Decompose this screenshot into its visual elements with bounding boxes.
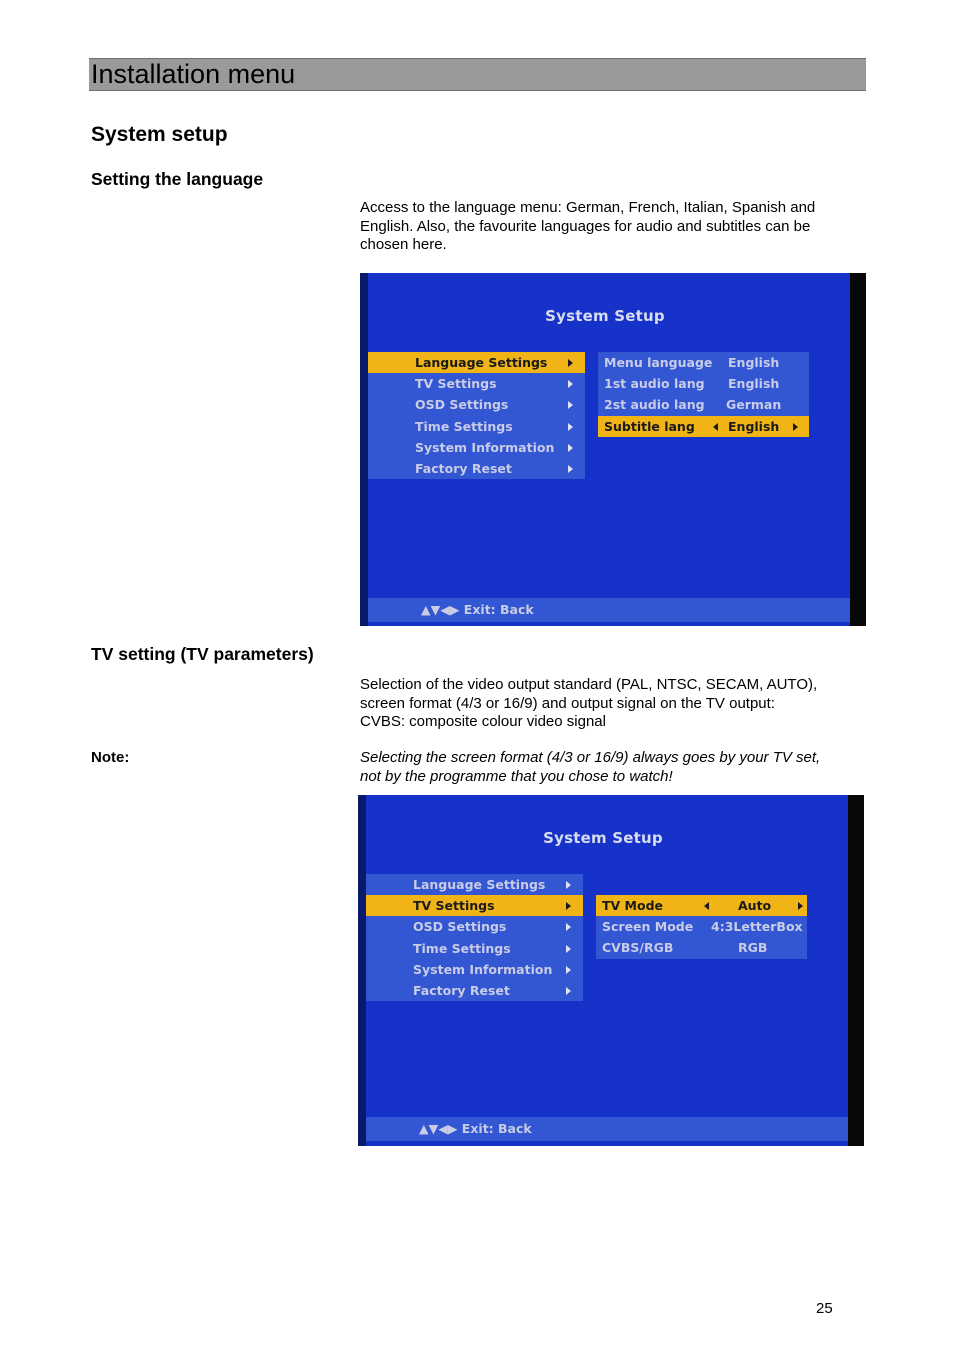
menu-item-label: OSD Settings [415,397,509,413]
option-label: CVBS/RGB [602,940,674,956]
page-number: 25 [816,1300,833,1317]
menu-item-label: OSD Settings [413,919,507,935]
option-value: German [726,397,782,413]
option-label: Subtitle lang [604,418,695,434]
language-description-line: English. Also, the favourite languages for audio and subtitles can be [360,217,811,235]
menu-item-tv-settings[interactable] [368,373,585,394]
tv-heading: TV setting (TV parameters) [91,644,314,664]
chevron-right-icon [568,444,573,452]
option-value: Auto [738,898,772,913]
menu-item-osd-settings[interactable] [366,916,583,937]
option-label: Screen Mode [602,919,694,935]
menu-item-tv-settings[interactable] [366,895,583,916]
navigation-hint: ▲▼◀▶ Exit: Back [419,1121,532,1136]
note-label: Note: [91,749,130,766]
tv-description-line: CVBS: composite colour video signal [360,713,606,730]
chevron-right-icon[interactable] [793,423,798,431]
option-value: English [728,355,780,370]
screen-title: System Setup [543,829,663,847]
chapter-title: Installation menu [91,59,296,89]
menu-item-label: Language Settings [413,877,546,892]
chevron-left-icon[interactable] [713,423,718,431]
language-heading: Setting the language [91,169,264,189]
menu-item-label: TV Settings [415,376,497,392]
chevron-right-icon [566,923,571,931]
note-line: not by the programme that you chose to watch! [360,767,673,785]
option-label: 2st audio lang [604,397,705,413]
option-menu-language[interactable] [598,352,809,373]
chevron-right-icon [566,987,571,995]
chevron-right-icon [568,401,573,409]
menu-item-language-settings[interactable] [366,874,583,895]
note-line: Selecting the screen format (4/3 or 16/9) always goes by your TV set, [360,749,821,766]
chevron-left-icon[interactable] [704,902,709,910]
tv-submenu [596,895,807,959]
tv-description-line: Selection of the video output standard (PAL, NTSC, SECAM, AUTO), [360,676,818,693]
main-menu [366,874,583,1001]
chevron-right-icon [566,966,571,974]
option-1st-audio-lang[interactable] [598,373,809,394]
option-value: RGB [738,940,768,956]
option-2st-audio-lang[interactable] [598,394,809,415]
section-title: System setup [91,123,228,146]
chevron-right-icon [566,945,571,953]
chevron-right-icon [568,423,573,431]
menu-item-factory-reset[interactable] [366,980,583,1001]
menu-item-time-settings[interactable] [368,416,585,437]
menu-item-label: System Information [413,961,553,977]
main-menu [368,352,585,479]
option-value: English [728,376,780,392]
menu-item-label: Language Settings [415,355,548,370]
option-tv-mode[interactable] [596,895,807,916]
option-subtitle-lang[interactable] [598,416,809,437]
option-value: 4:3LetterBox [711,919,803,935]
menu-item-label: System Information [415,439,555,455]
chevron-right-icon [568,359,573,367]
menu-item-label: TV Settings [413,898,495,914]
menu-item-osd-settings[interactable] [368,394,585,415]
menu-item-label: Factory Reset [415,460,512,476]
screen-footer [368,598,850,622]
screen-footer [366,1117,848,1141]
option-value: English [728,418,780,434]
option-label: 1st audio lang [604,376,705,392]
tv-description [360,676,860,732]
screen-title: System Setup [545,307,665,325]
menu-item-system-information[interactable] [368,437,585,458]
menu-item-system-information[interactable] [366,959,583,980]
chevron-right-icon[interactable] [798,902,803,910]
language-description-line: Access to the language menu: German, French, Italian, Spanish and [360,199,816,216]
menu-item-label: Time Settings [413,940,511,956]
menu-item-label: Factory Reset [413,982,510,998]
language-description-line: chosen here. [360,236,447,253]
chevron-right-icon [568,380,573,388]
note-text [360,749,860,786]
menu-item-factory-reset[interactable] [368,458,585,479]
language-submenu [598,352,809,437]
chevron-right-icon [568,465,573,473]
option-cvbs-rgb[interactable] [596,937,807,958]
tv-description-line: screen format (4/3 or 16/9) and output signal on the TV output: [360,694,775,712]
option-screen-mode[interactable] [596,916,807,937]
navigation-hint: ▲▼◀▶ Exit: Back [421,602,534,617]
chapter-header-bar [89,58,866,91]
option-label: Menu language [604,355,713,370]
chevron-right-icon [566,902,571,910]
menu-item-label: Time Settings [415,418,513,434]
menu-item-language-settings[interactable] [368,352,585,373]
system-setup-tv-screenshot [358,795,864,1146]
menu-item-time-settings[interactable] [366,938,583,959]
language-description [360,199,860,255]
system-setup-language-screenshot [360,273,866,626]
option-label: TV Mode [602,898,664,913]
chevron-right-icon [566,881,571,889]
